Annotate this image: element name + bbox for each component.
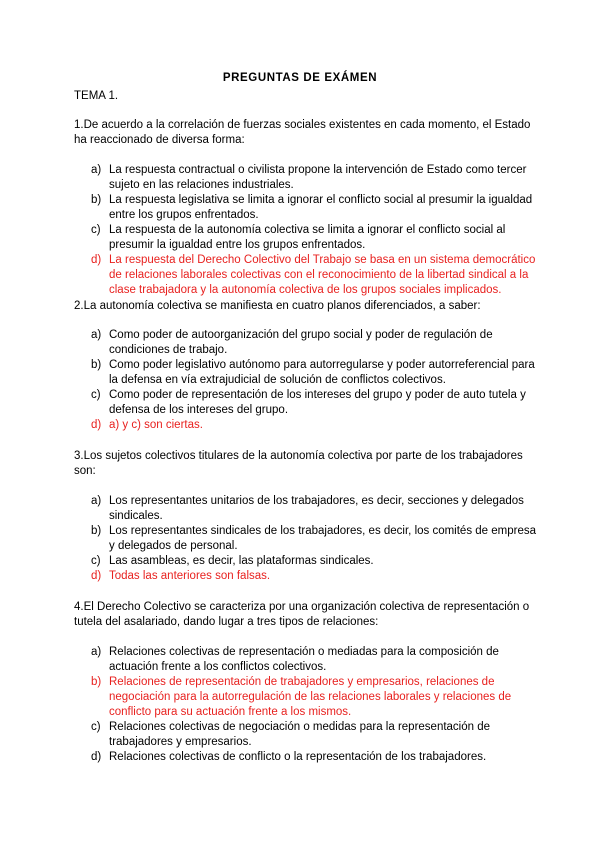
- question-3-text: 3.Los sujetos colectivos titulares de la autonomía colectiva por parte de los trabajadores: [74, 450, 523, 462]
- section-heading: TEMA 1.: [74, 90, 119, 102]
- q1-option-c-text-cont: presumir la igualdad entre los grupos enfrentados.: [109, 239, 366, 251]
- q1-option-c-text: La respuesta de la autonomía colectiva se limita a ignorar el conflicto social al: [109, 224, 506, 236]
- q2-option-d-correct: [91, 418, 109, 433]
- q1-option-b: [91, 193, 109, 208]
- option-label: b): [91, 676, 102, 688]
- q4-option-d: [91, 750, 109, 765]
- option-label: d): [91, 751, 102, 763]
- q2-option-b: [91, 358, 109, 373]
- question-2-text: 2.La autonomía colectiva se manifiesta en cuatro planos diferenciados, a saber:: [74, 300, 481, 312]
- q3-option-c-text: Las asambleas, es decir, las plataformas sindicales.: [109, 555, 374, 567]
- q2-option-b-text-cont: la defensa en vía extrajudicial de solución de conflictos colectivos.: [109, 374, 446, 386]
- option-label: b): [91, 359, 102, 371]
- q1-option-d-correct: [91, 253, 109, 268]
- q2-option-c-text: Como poder de representación de los intereses del grupo y poder de auto tutela y: [109, 389, 526, 401]
- option-label: d): [91, 570, 102, 582]
- option-label: b): [91, 194, 102, 206]
- q1-option-a: [91, 163, 109, 178]
- q1-option-b-text-cont: entre los grupos enfrentados.: [109, 209, 259, 221]
- q4-option-b-text: Relaciones de representación de trabajadores y empresarios, relaciones de: [109, 676, 495, 688]
- option-label: b): [91, 525, 102, 537]
- q4-option-d-text: Relaciones colectivas de conflicto o la representación de los trabajadores.: [109, 751, 487, 763]
- q3-option-d-correct: [91, 569, 109, 584]
- q2-option-c-text-cont: defensa de los intereses del grupo.: [109, 404, 289, 416]
- q4-option-b-correct: [91, 675, 109, 690]
- question-4-text-cont: tutela del asalariado, dando lugar a tres tipos de relaciones:: [74, 616, 379, 628]
- q4-option-a: [91, 645, 109, 660]
- option-label: a): [91, 329, 102, 341]
- option-label: a): [91, 495, 102, 507]
- q2-option-a-text-cont: condiciones de trabajo.: [109, 344, 228, 356]
- option-label: a): [91, 646, 102, 658]
- option-label: c): [91, 389, 101, 401]
- q4-option-b-text-cont2: conflicto para su actuación frente a los mismos.: [109, 706, 352, 718]
- q1-option-c: [91, 223, 109, 238]
- q2-option-b-text: Como poder legislativo autónomo para autorregularse y poder autorreferencial para: [109, 359, 535, 371]
- q1-option-b-text: La respuesta legislativa se limita a ignorar el conflicto social al presumir la igualdad: [109, 194, 533, 206]
- q3-option-a-text-cont: sindicales.: [109, 510, 163, 522]
- q2-option-a-text: Como poder de autoorganización del grupo social y poder de regulación de: [109, 329, 493, 341]
- q4-option-c-text-cont: trabajadores y empresarios.: [109, 736, 252, 748]
- q3-option-a: [91, 494, 109, 509]
- q4-option-a-text-cont: actuación frente a los conflictos colectivos.: [109, 661, 327, 673]
- question-3-text-cont: son:: [74, 465, 96, 477]
- q2-option-d-text: a) y c) son ciertas.: [109, 419, 203, 431]
- q2-option-c: [91, 388, 109, 403]
- q4-option-a-text: Relaciones colectivas de representación o mediadas para la composición de: [109, 646, 499, 658]
- option-label: c): [91, 721, 101, 733]
- option-label: c): [91, 555, 101, 567]
- page-title: PREGUNTAS DE EXÁMEN: [222, 72, 378, 84]
- option-label: d): [91, 254, 102, 266]
- q3-option-b-text: Los representantes sindicales de los trabajadores, es decir, los comités de empresa: [109, 525, 537, 537]
- option-label: a): [91, 164, 102, 176]
- q3-option-d-text: Todas las anteriores son falsas.: [109, 570, 271, 582]
- question-4-text: 4.El Derecho Colectivo se caracteriza por una organización colectiva de representación o: [74, 601, 530, 613]
- option-label: c): [91, 224, 101, 236]
- q3-option-b: [91, 524, 109, 539]
- q3-option-c: [91, 554, 109, 569]
- q1-option-a-text: La respuesta contractual o civilista propone la intervención de Estado como tercer: [109, 164, 527, 176]
- q4-option-c: [91, 720, 109, 735]
- question-1-text: 1.De acuerdo a la correlación de fuerzas sociales existentes en cada momento, el Estado: [74, 119, 531, 131]
- q3-option-b-text-cont: y delegados de personal.: [109, 540, 238, 552]
- option-label: d): [91, 419, 102, 431]
- q1-option-d-text-cont: de relaciones laborales colectivas con el reconocimiento de la libertad sindical a la: [109, 269, 529, 281]
- q1-option-d-text-cont2: clase trabajadora y la autonomía colectiva de los grupos sociales implicados.: [109, 284, 502, 296]
- question-1-text-cont: ha reaccionado de diversa forma:: [74, 134, 245, 146]
- q2-option-a: [91, 328, 109, 343]
- q4-option-b-text-cont: negociación para la autorregulación de las relaciones laborales y relaciones de: [109, 691, 512, 703]
- q4-option-c-text: Relaciones colectivas de negociación o medidas para la representación de: [109, 721, 491, 733]
- q1-option-a-text-cont: sujeto en las relaciones industriales.: [109, 179, 294, 191]
- q1-option-d-text: La respuesta del Derecho Colectivo del Trabajo se basa en un sistema democrático: [109, 254, 536, 266]
- q3-option-a-text: Los representantes unitarios de los trabajadores, es decir, secciones y delegados: [109, 495, 524, 507]
